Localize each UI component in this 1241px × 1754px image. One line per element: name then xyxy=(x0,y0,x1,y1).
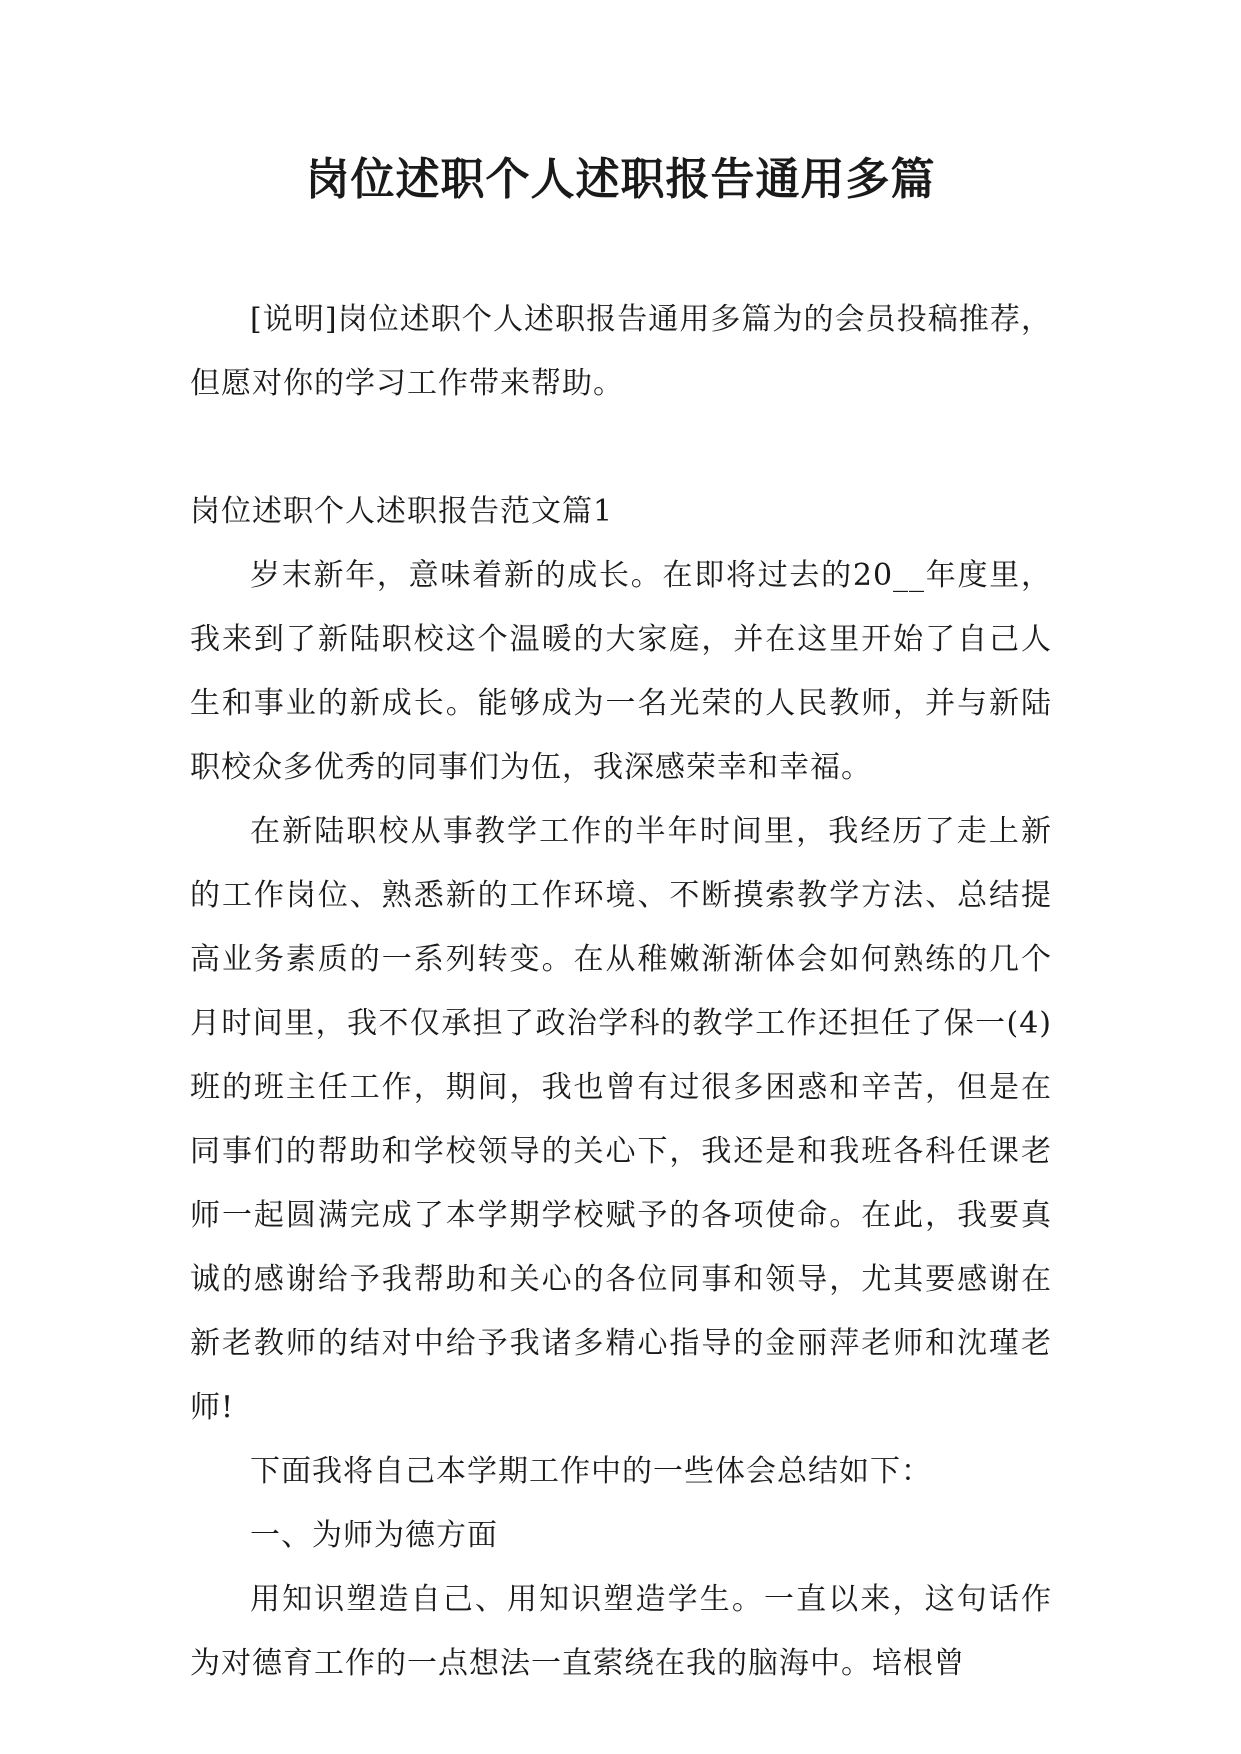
body-paragraph: 下面我将自己本学期工作中的一些体会总结如下： xyxy=(250,1454,932,1489)
body-paragraph: 在新陆职校从事教学工作的半年时间里，我经历了走上新的工作岗位、熟悉新的工作环境、不断摸索教学方法、总结提高业务素质的一系列转变。在从稚嫩渐渐体会如何熟练的几个月时间里，我不仅承担了政治学科的教学工作还担任了保一(4)班的班主任工作，期间，我也曾有过很多困惑和辛苦，但是在同事们的帮助和学校领导的关心下，我还是和我班各科任课老师一起圆满完成了本学期学校赋予的各项使命。在此，我要真诚的感谢给予我帮助和关心的各位同事和领导，尤其要感谢在新老教师的结对中给予我诸多精心指导的金丽萍老师和沈瑾老师! xyxy=(190,814,1052,1425)
body-paragraph: 用知识塑造自己、用知识塑造学生。一直以来，这句话作为对德育工作的一点想法一直萦绕在我的脑海中。培根曾 xyxy=(190,1582,1052,1681)
body-paragraph: 岁末新年，意味着新的成长。在即将过去的20__年度里，我来到了新陆职校这个温暖的大家庭，并在这里开始了自己人生和事业的新成长。能够成为一名光荣的人民教师，并与新陆职校众多优秀的同事们为伍，我深感荣幸和幸福。 xyxy=(190,558,1052,785)
section-heading: 岗位述职个人述职报告范文篇1 xyxy=(190,494,614,529)
document-title: 岗位述职个人述职报告通用多篇 xyxy=(305,154,936,205)
subsection-heading: 一、为师为德方面 xyxy=(250,1518,498,1553)
intro-paragraph: [说明]岗位述职个人述职报告通用多篇为的会员投稿推荐，但愿对你的学习工作带来帮助。 xyxy=(190,302,1052,401)
document-body xyxy=(190,288,1052,1696)
